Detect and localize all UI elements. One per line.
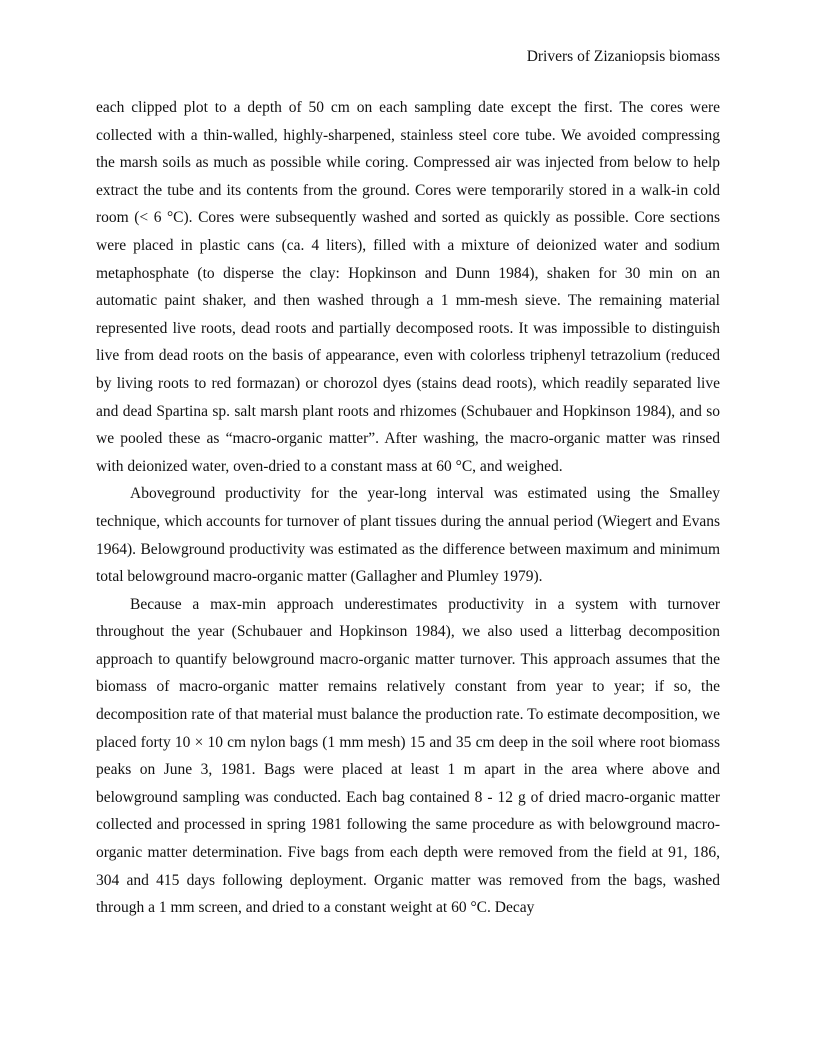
- paragraph-methods-coring: each clipped plot to a depth of 50 cm on each sampling date except the first. The cores were collected with a thin-walled, highly-sharpened, stainless steel core tube. We avoided compressing the marsh soils as much as possible while coring. Compressed air was injected from below to help extract the tube and its contents from the ground. Cores were temporarily stored in a walk-in cold room (< 6 °C). Cores were subsequently washed and sorted as quickly as possible. Core sections were placed in plastic cans (ca. 4 liters), filled with a mixture of deionized water and sodium metaphosphate (to disperse the clay: Hopkinson and Dunn 1984), shaken for 30 min on an automatic paint shaker, and then washed through a 1 mm-mesh sieve. The remaining material represented live roots, dead roots and partially decomposed roots. It was impossible to distinguish live from dead roots on the basis of appearance, even with colorless triphenyl tetrazolium (reduced by living roots to red formazan) or chorozol dyes (stains dead roots), which readily separated live and dead Spartina sp. salt marsh plant roots and rhizomes (Schubauer and Hopkinson 1984), and so we pooled these as “macro-organic matter”. After washing, the macro-organic matter was rinsed with deionized water, oven-dried to a constant mass at 60 °C, and weighed.: [96, 99, 720, 475]
- running-header: Drivers of Zizaniopsis biomass: [526, 48, 720, 65]
- paragraph-litterbag-decomposition: Because a max-min approach underestimates productivity in a system with turnover throughout the year (Schubauer and Hopkinson 1984), we also used a litterbag decomposition approach to quantify belowground macro-organic matter turnover. This approach assumes that the biomass of macro-organic matter remains relatively constant from year to year; if so, the decomposition rate of that material must balance the production rate. To estimate decomposition, we placed forty 10 × 10 cm nylon bags (1 mm mesh) 15 and 35 cm deep in the soil where root biomass peaks on June 3, 1981. Bags were placed at least 1 m apart in the area where above and belowground sampling was conducted. Each bag contained 8 - 12 g of dried macro-organic matter collected and processed in spring 1981 following the same procedure as with belowground macro-organic matter determination. Five bags from each depth were removed from the field at 91, 186, 304 and 415 days following deployment. Organic matter was removed from the bags, washed through a 1 mm screen, and dried to a constant weight at 60 °C. Decay: [96, 595, 720, 917]
- body-text: [96, 94, 720, 922]
- paragraph-productivity-estimation: Aboveground productivity for the year-long interval was estimated using the Smalley technique, which accounts for turnover of plant tissues during the annual period (Wiegert and Evans 1964). Belowground productivity was estimated as the difference between maximum and minimum total belowground macro-organic matter (Gallagher and Plumley 1979).: [96, 485, 720, 586]
